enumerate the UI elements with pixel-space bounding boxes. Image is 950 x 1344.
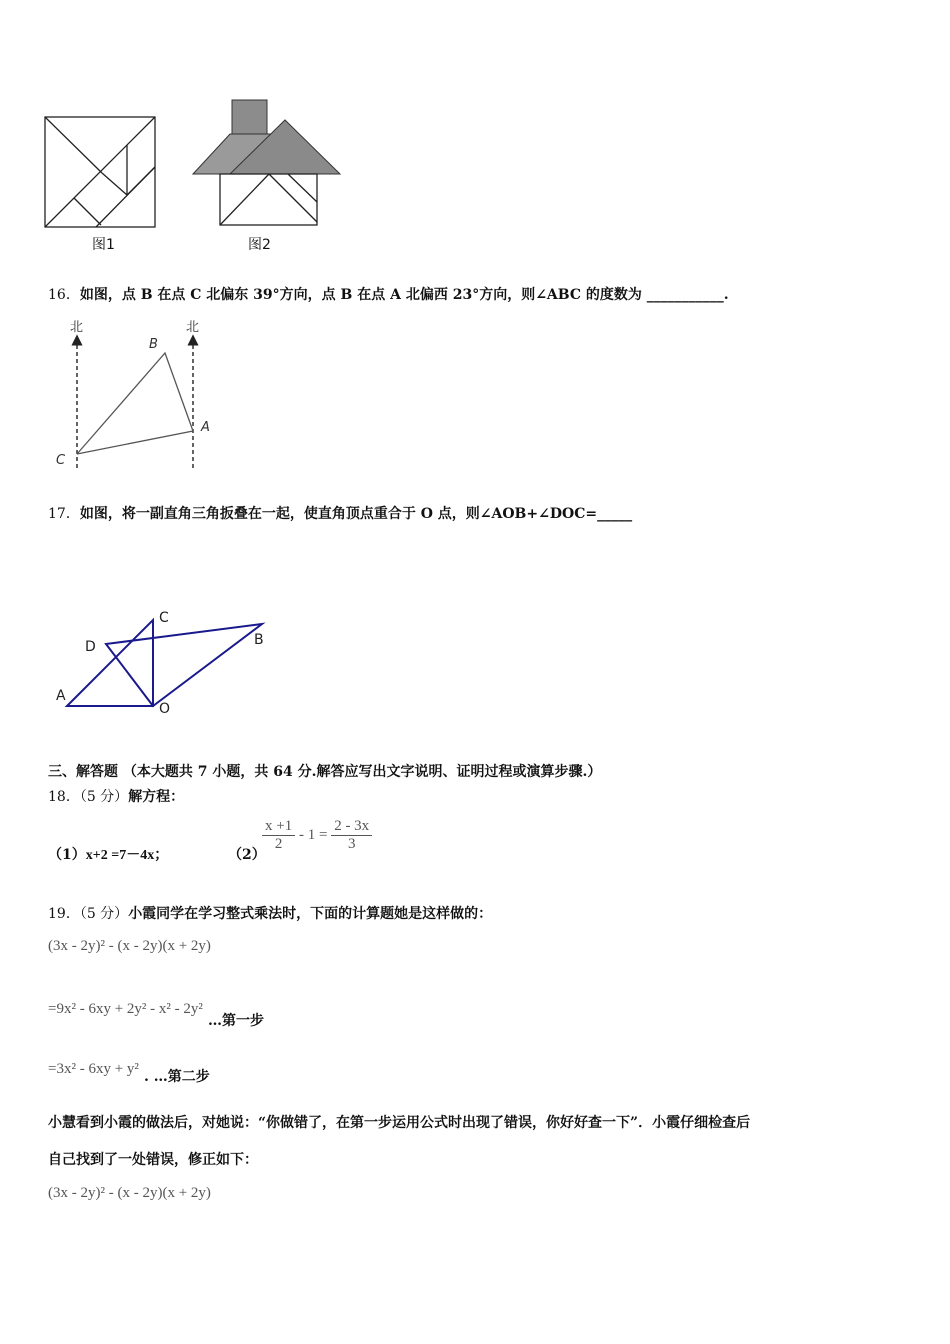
q19-step-2-label: . …第二步 [144, 1069, 210, 1085]
q19-step-1-line [48, 998, 264, 1029]
part-2-label: （2） [228, 847, 266, 863]
question-18-number: 18． [48, 789, 80, 805]
point-b-label: B [149, 337, 158, 352]
tangram-figures [40, 95, 350, 260]
question-16-blank: ___________ [646, 287, 724, 303]
q19-step-2-line [48, 1058, 210, 1085]
figure-1-caption: 图1 [92, 237, 115, 253]
question-18-part-2-equation [262, 818, 372, 853]
question-17-number: 17． [48, 506, 80, 522]
section-3-heading: 三、解答题 （本大题共 7 小题，共 64 分.解答应写出文字说明、证明过程或演算步骤.） [48, 764, 602, 780]
fraction-right-numerator: 2 - 3x [331, 818, 372, 836]
fraction-left-denominator: 2 [274, 836, 283, 852]
figure-1-tangram [45, 117, 155, 227]
q19-step-1-math: =9x² - 6xy + 2y² - x² - 2y² [48, 1001, 203, 1017]
question-17-diagram [48, 600, 278, 725]
q19-paragraph-2: 自己找到了一处错误，修正如下： [48, 1152, 258, 1168]
question-19-text: 小霞同学在学习整式乘法时，下面的计算题她是这样做的： [128, 906, 493, 922]
question-19-score: （5 分） [79, 906, 129, 922]
fraction-left-numerator: x +1 [262, 818, 295, 836]
point-a-label: A [201, 420, 210, 435]
question-16 [48, 285, 729, 305]
point-c-label: C [56, 453, 66, 468]
question-18-text: 解方程： [128, 789, 185, 805]
q17-point-a: A [56, 688, 66, 704]
figure-2-house [193, 100, 340, 225]
question-17-blank: _____ [597, 506, 633, 522]
question-16-text: 如图，点 B 在点 C 北偏东 39°方向，点 B 在点 A 北偏西 23°方向，则∠ABC 的度数为 [79, 287, 642, 303]
q17-point-b: B [254, 632, 264, 648]
q17-point-c: C [159, 610, 169, 626]
question-19-number: 19． [48, 906, 80, 922]
q19-step-1-label: …第一步 [208, 1013, 264, 1029]
fraction-left [262, 818, 295, 853]
q19-step-2-math: =3x² - 6xy + y² [48, 1061, 139, 1077]
q19-paragraph-1: 小慧看到小霞的做法后，对她说：“你做错了，在第一步运用公式时出现了错误，你好好查一下”．小霞仔细检查后 [48, 1115, 751, 1131]
q17-point-d: D [85, 639, 96, 655]
question-17 [48, 504, 632, 524]
q19-expression: (3x - 2y)² - (x - 2y)(x + 2y) [48, 938, 211, 954]
question-16-end: . [723, 287, 729, 303]
fraction-right-denominator: 3 [347, 836, 356, 852]
question-16-number: 16． [48, 287, 80, 303]
question-18-part-1 [48, 845, 168, 866]
question-16-diagram [48, 318, 228, 478]
part-1-equation: x+2 =7－4x； [85, 848, 169, 863]
figure-2-caption: 图2 [248, 237, 271, 253]
part-1-label: （1） [48, 847, 86, 863]
question-19 [48, 904, 492, 924]
fraction-right [331, 818, 372, 853]
question-18 [48, 787, 184, 807]
question-18-score: （5 分） [79, 789, 129, 805]
part-2-minus-equals: - 1 = [298, 826, 328, 843]
q17-point-o: O [159, 701, 171, 717]
north-label-right: 北 [186, 320, 200, 335]
north-label-left: 北 [70, 320, 84, 335]
q19-expression-repeat: (3x - 2y)² - (x - 2y)(x + 2y) [48, 1185, 211, 1201]
question-17-text: 如图，将一副直角三角扳叠在一起，使直角顶点重合于 O 点，则∠AOB+∠DOC= [79, 506, 598, 522]
